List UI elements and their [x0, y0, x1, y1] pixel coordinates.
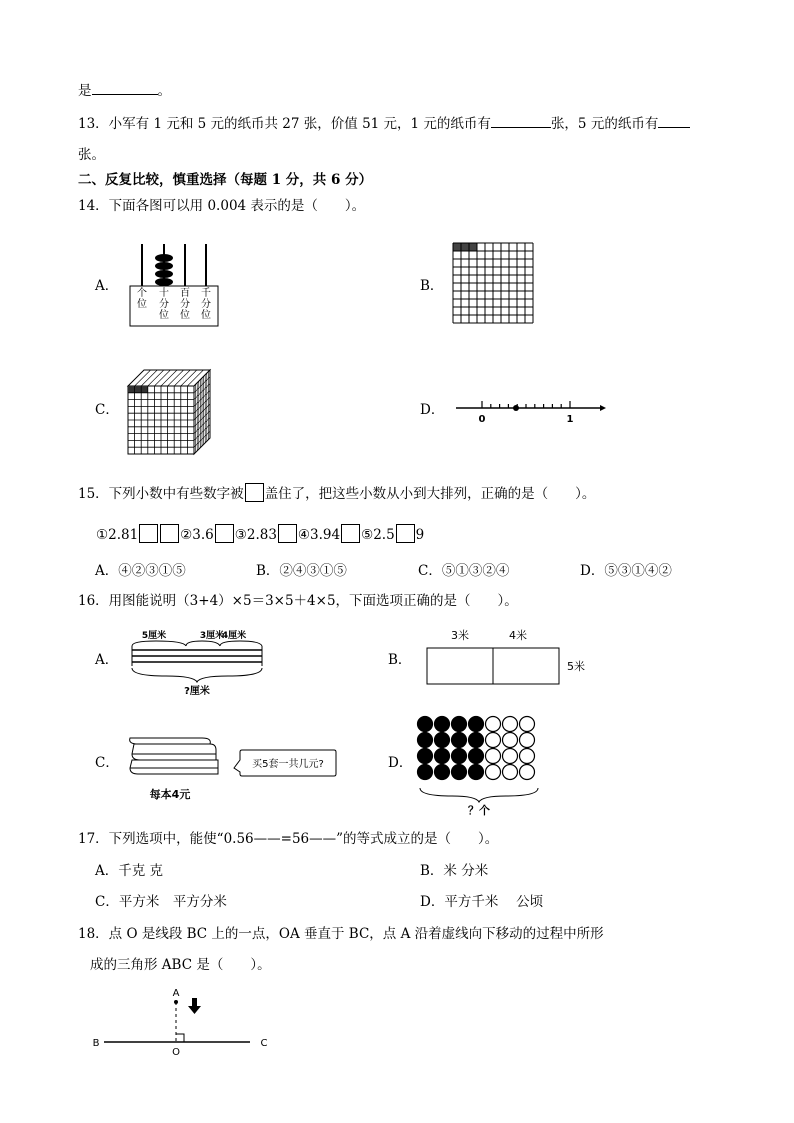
filled-dot	[469, 749, 484, 764]
speech-bubble-text: 买5套一共几元?	[252, 759, 324, 770]
question-13-line1: 13．小军有 1 元和 5 元的纸币共 27 张，价值 51 元，1 元的纸币有 张，5 元的纸币有	[78, 115, 690, 133]
filled-dot	[469, 733, 484, 748]
q14-option-c-label[interactable]: C．	[95, 402, 119, 418]
books-figure	[124, 730, 340, 802]
width-label: 3米	[451, 629, 469, 642]
question-17-stem: 17．下列选项中，能使“0.56——=56——”的等式成立的是（ ）。	[78, 831, 499, 847]
cover-box	[215, 524, 234, 543]
filled-dot	[452, 717, 467, 732]
abacus-figure	[128, 238, 224, 330]
cover-box	[139, 524, 158, 543]
segment-label: 5厘米	[141, 631, 167, 641]
filled-dot	[418, 749, 433, 764]
q14-option-a-label[interactable]: A．	[95, 278, 119, 294]
filled-dot	[452, 733, 467, 748]
filled-dot	[452, 749, 467, 764]
empty-dot	[486, 765, 501, 780]
tick-label: 1	[566, 414, 574, 424]
filled-dot	[435, 733, 450, 748]
empty-dot	[503, 717, 518, 732]
filled-dot	[435, 749, 450, 764]
cover-box	[245, 483, 264, 502]
q14-option-d-label[interactable]: D．	[420, 402, 445, 418]
question-16-stem: 16．用图能说明（3+4）×5＝3×5＋4×5，下面选项正确的是（ ）。	[78, 593, 518, 609]
point-label: C	[260, 1038, 268, 1049]
filled-dot	[418, 765, 433, 780]
number-line-figure	[452, 396, 608, 424]
q17-option-c[interactable]: C．平方米 平方分米	[95, 894, 227, 910]
filled-dot	[452, 765, 467, 780]
q15-option-c[interactable]: C．⑤①③②④	[418, 563, 510, 579]
q16-option-d-label[interactable]: D．	[388, 755, 413, 771]
question-18-line1: 18．点 O 是线段 BC 上的一点，OA 垂直于 BC，点 A 沿着虚线向下移动的过程中所形	[78, 926, 604, 942]
abacus-place-label: 千分位	[201, 288, 211, 321]
section-heading: 二、反复比较，慎重选择（每题 1 分，共 6 分）	[78, 172, 373, 188]
answer-blank[interactable]	[658, 115, 690, 128]
rectangle-area-diagram	[420, 626, 596, 688]
filled-dot	[418, 733, 433, 748]
tick-label: 0	[478, 414, 486, 424]
q14-option-b-label[interactable]: B．	[420, 278, 444, 294]
answer-blank[interactable]	[491, 115, 551, 128]
filled-dot	[469, 717, 484, 732]
q15-option-d[interactable]: D．⑤③①④②	[580, 563, 672, 579]
answer-blank[interactable]	[92, 82, 158, 95]
question-13-line2: 张。	[78, 147, 105, 163]
q17-option-d[interactable]: D．平方千米 公顷	[420, 894, 544, 910]
cover-box	[341, 524, 360, 543]
question-15-stem: 15．下列小数中有些数字被 盖住了，把这些小数从小到大排列，正确的是（ ）。	[78, 483, 595, 503]
q17-option-b[interactable]: B．米 分米	[420, 863, 489, 879]
q16-option-c-label[interactable]: C．	[95, 755, 119, 771]
empty-dot	[486, 717, 501, 732]
abacus-place-label: 十分位	[159, 288, 169, 321]
empty-dot	[503, 765, 518, 780]
cover-box	[160, 524, 179, 543]
q17-option-a[interactable]: A．千克 克	[95, 863, 164, 879]
segment-label: 3厘米	[199, 631, 225, 641]
empty-dot	[520, 733, 535, 748]
total-label: ?厘米	[184, 686, 210, 697]
dot-array-figure	[414, 712, 548, 816]
abacus-place-label: 百分位	[180, 288, 190, 321]
point-label: B	[92, 1038, 100, 1049]
filled-dot	[435, 717, 450, 732]
question-14-stem: 14．下面各图可以用 0.004 表示的是（ ）。	[78, 198, 366, 214]
thousand-cube-figure	[126, 366, 214, 458]
filled-dot	[418, 717, 433, 732]
hundred-grid-figure	[452, 242, 536, 326]
segment-label: 4厘米	[221, 631, 247, 641]
q16-option-b-label[interactable]: B．	[388, 652, 412, 668]
q15-option-a[interactable]: A．④②③①⑤	[95, 563, 186, 579]
filled-dot	[435, 765, 450, 780]
q15-option-b[interactable]: B．②④③①⑤	[256, 563, 347, 579]
empty-dot	[520, 765, 535, 780]
question-18-line2: 成的三角形 ABC 是（ ）。	[90, 957, 271, 973]
cover-box	[278, 524, 297, 543]
empty-dot	[486, 733, 501, 748]
total-label: ？个	[468, 804, 490, 816]
perpendicular-figure	[88, 984, 278, 1060]
empty-dot	[520, 749, 535, 764]
height-label: 5米	[567, 660, 585, 673]
point-label: O	[172, 1047, 180, 1058]
empty-dot	[503, 749, 518, 764]
filled-dot	[469, 765, 484, 780]
width-label: 4米	[509, 629, 527, 642]
q12-tail: 是 。	[78, 83, 171, 99]
empty-dot	[486, 749, 501, 764]
empty-dot	[520, 717, 535, 732]
segment-diagram	[126, 626, 268, 698]
abacus-place-label: 个位	[137, 288, 147, 310]
price-caption: 每本4元	[149, 788, 191, 801]
empty-dot	[503, 733, 518, 748]
point-label: A	[172, 988, 180, 999]
q16-option-a-label[interactable]: A．	[95, 652, 119, 668]
question-15-items: ①2.81 ②3.6 ③2.83 ④3.94 ⑤2.5 9	[96, 524, 424, 544]
cover-box	[396, 524, 415, 543]
